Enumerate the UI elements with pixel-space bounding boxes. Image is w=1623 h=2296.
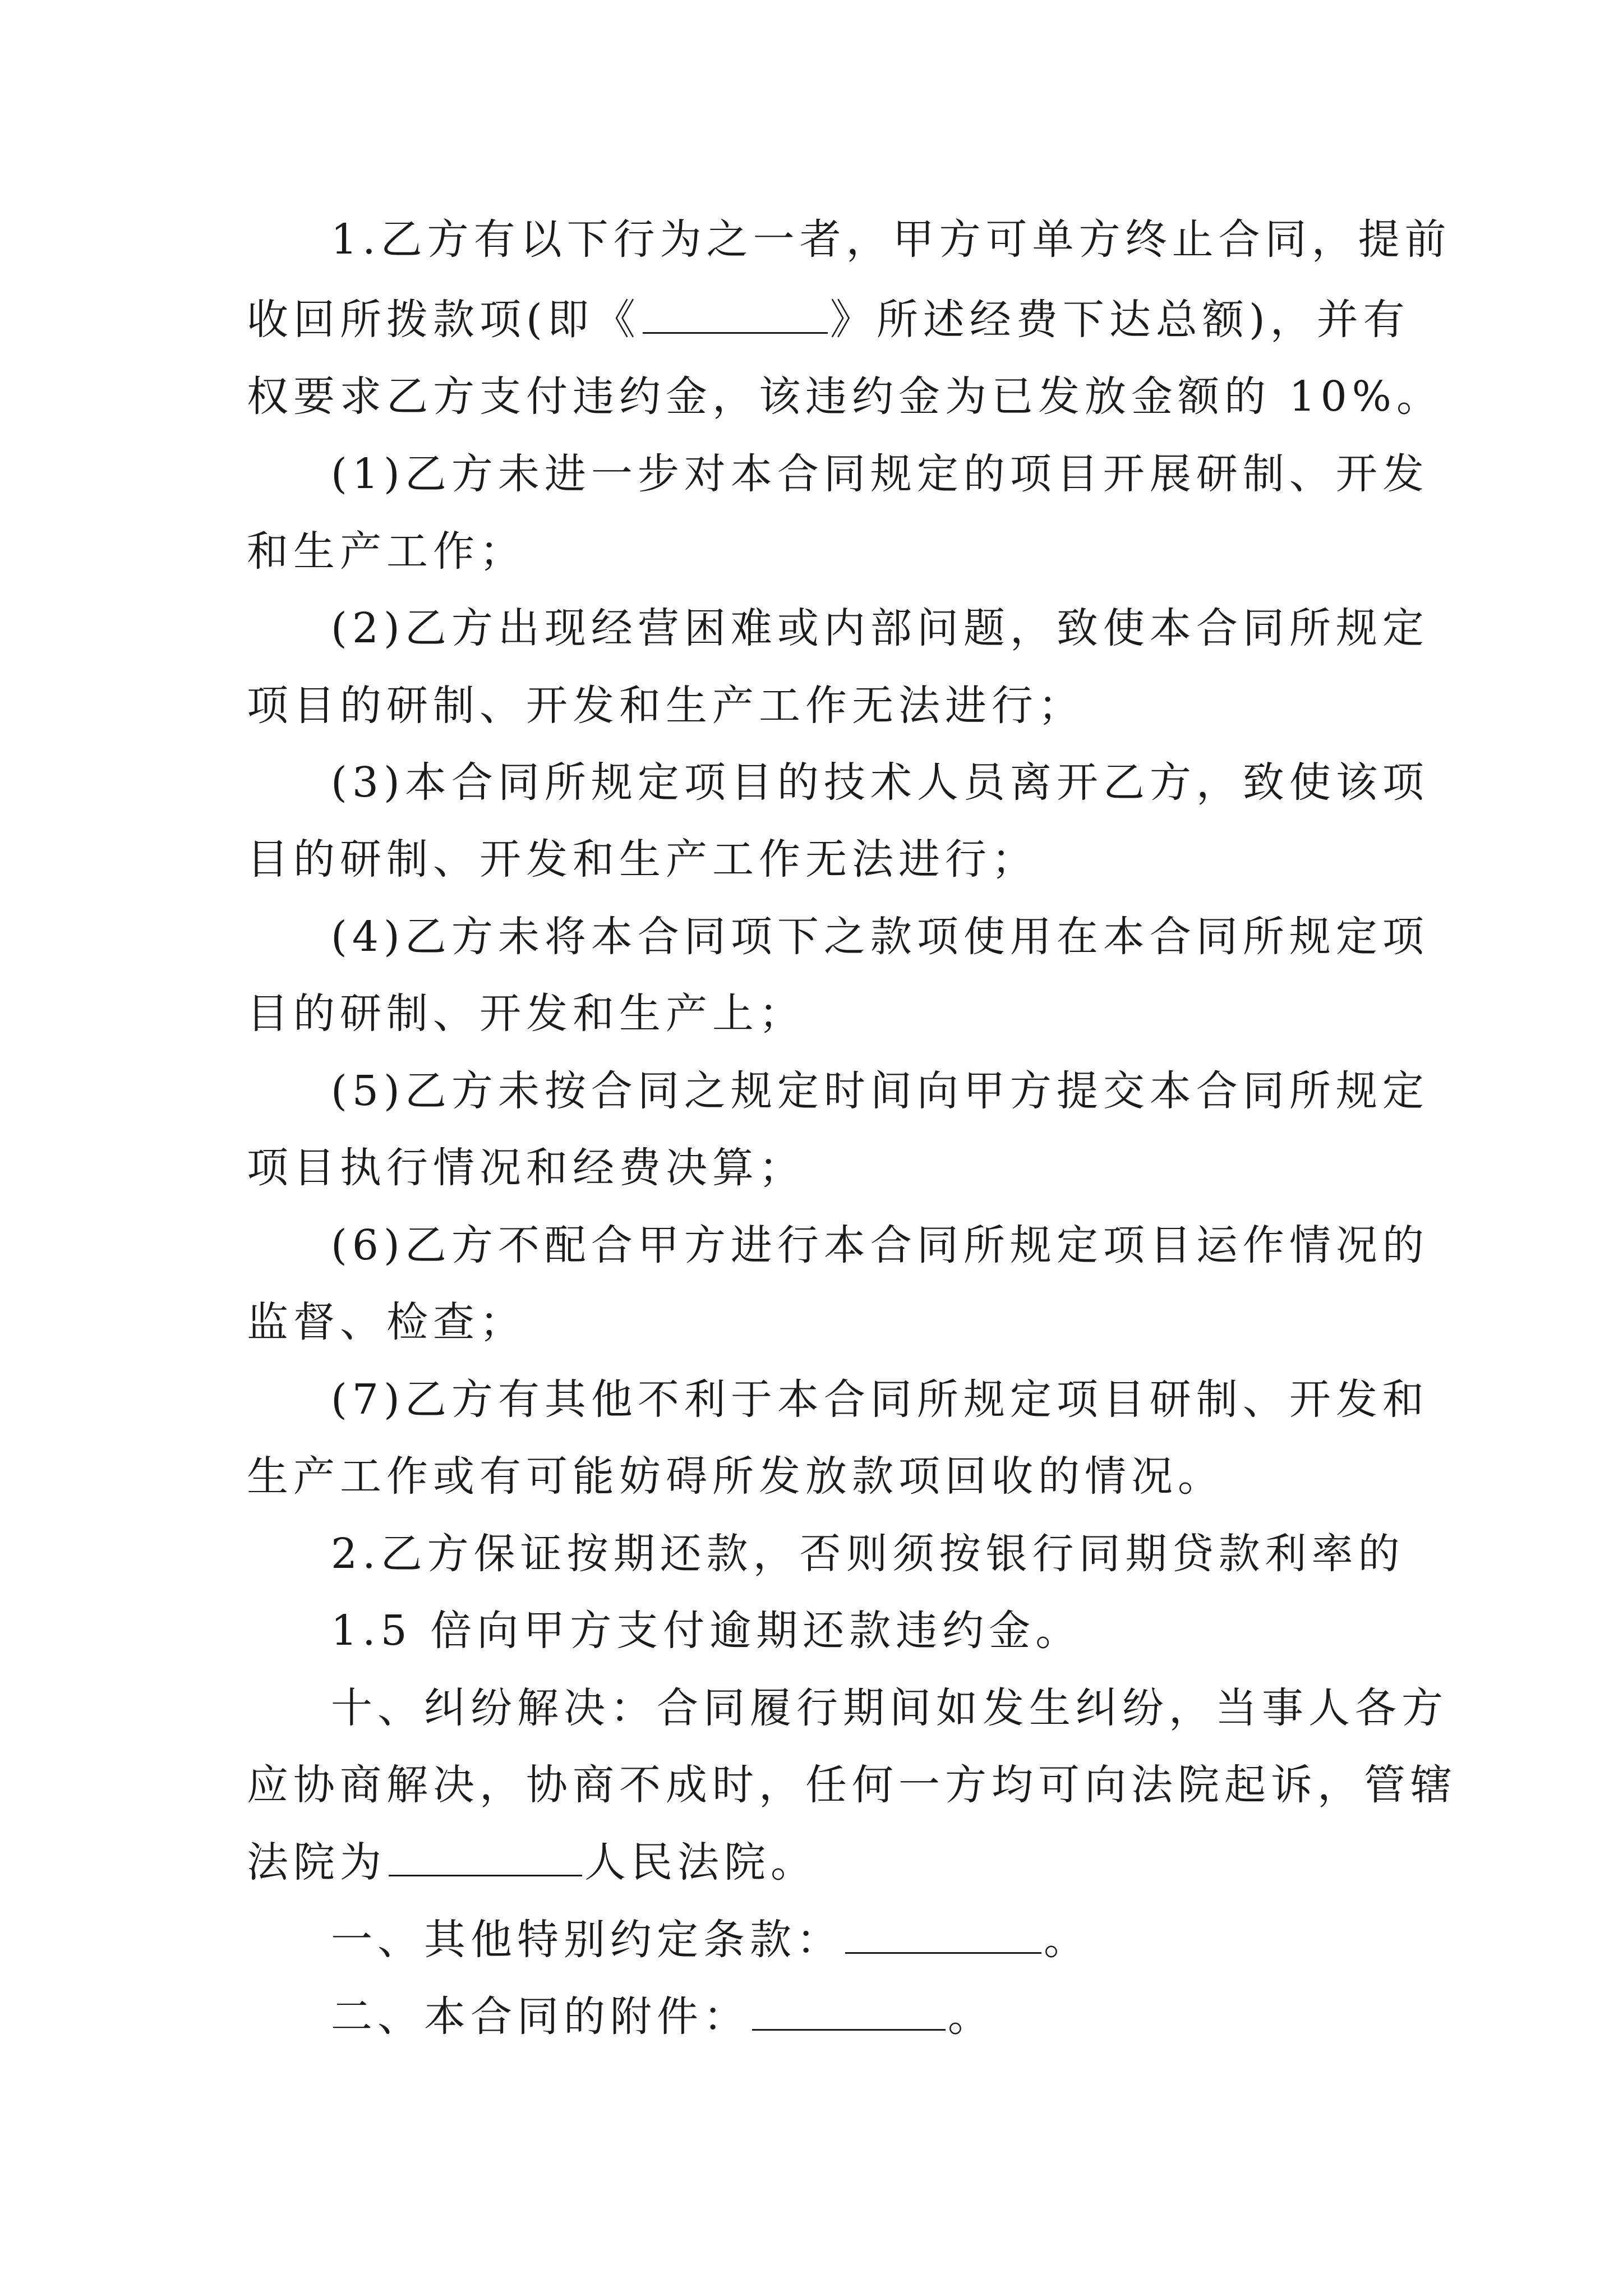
item-3-line1: (3)本合同所规定项目的技术人员离开乙方，致使该项 (331, 758, 1429, 807)
clause1-line1: 1.乙方有以下行为之一者，甲方可单方终止合同，提前 (331, 215, 1451, 264)
blank-field (389, 1835, 582, 1876)
dispute-line2: 应协商解决，协商不成时，任何一方均可向法院起诉，管辖 (247, 1761, 1457, 1809)
attachments-label: 二、本合同的附件： (331, 1993, 750, 2041)
clause1-line2-end: 》所述经费下达总额)，并有 (829, 296, 1410, 344)
other-terms-label: 一、其他特别约定条款： (331, 1916, 843, 1964)
attachments-end: 。 (948, 1993, 994, 2041)
clause2-line1: 2.乙方保证按期还款，否则须按银行同期贷款利率的 (331, 1530, 1405, 1578)
dispute-line1: 十、纠纷解决：合同履行期间如发生纠纷，当事人各方 (331, 1684, 1448, 1732)
blank-field (845, 1913, 1041, 1954)
clause1-line2-start: 收回所拨款项(即《 (247, 296, 640, 344)
item-4-line2: 目的研制、开发和生产上； (247, 990, 805, 1038)
blank-field (752, 1990, 946, 2031)
dispute-line3-start: 法院为 (247, 1838, 386, 1887)
other-terms (331, 1912, 1090, 1968)
item-2-line1: (2)乙方出现经营困难或内部问题，致使本合同所规定 (331, 604, 1429, 652)
item-6-line2: 监督、检查； (247, 1298, 526, 1346)
item-6-line1: (6)乙方不配合甲方进行本合同所规定项目运作情况的 (331, 1221, 1429, 1269)
attachments (331, 1989, 994, 2045)
item-1-line1: (1)乙方未进一步对本合同规定的项目开展研制、开发 (331, 450, 1429, 498)
item-5-line1: (5)乙方未按合同之规定时间向甲方提交本合同所规定 (331, 1067, 1429, 1115)
item-3-line2: 目的研制、开发和生产工作无法进行； (247, 835, 1038, 884)
item-5-line2: 项目执行情况和经费决算； (247, 1144, 805, 1192)
item-4-line1: (4)乙方未将本合同项下之款项使用在本合同所规定项 (331, 913, 1429, 961)
clause1-line2 (247, 292, 1410, 348)
clause1-line3: 权要求乙方支付违约金，该违约金为已发放金额的 10%。 (247, 372, 1443, 421)
item-7-line2: 生产工作或有可能妨碍所发放款项回收的情况。 (247, 1452, 1224, 1501)
blank-field (643, 293, 828, 334)
item-2-line2: 项目的研制、开发和生产工作无法进行； (247, 682, 1085, 730)
dispute-line3 (247, 1834, 817, 1890)
clause2-line2: 1.5 倍向甲方支付逾期还款违约金。 (331, 1607, 1082, 1655)
item-1-line2: 和生产工作； (247, 527, 526, 576)
other-terms-end: 。 (1044, 1916, 1090, 1964)
dispute-line3-end: 人民法院。 (584, 1838, 817, 1887)
item-7-line1: (7)乙方有其他不利于本合同所规定项目研制、开发和 (331, 1375, 1429, 1424)
